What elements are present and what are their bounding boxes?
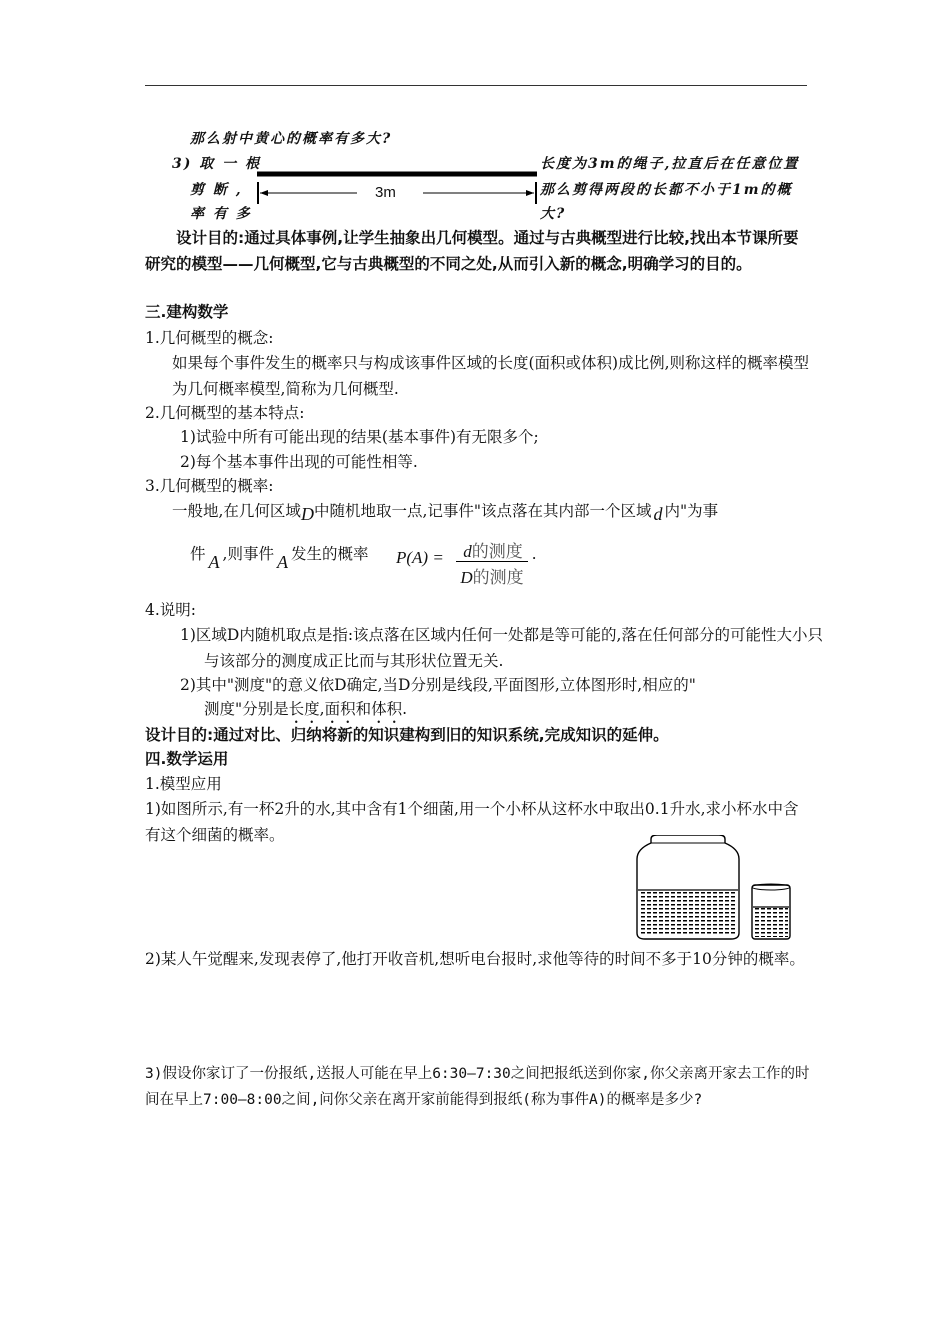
item3-line2-text-c: 发生的概率 [290, 545, 369, 563]
var-A: A [208, 552, 220, 572]
rope-diagram [255, 166, 540, 208]
problem-2: 2)某人午觉醒来,发现表停了,他打开收音机,想听电台报时,求他等待的时间不多于10分钟的概率。 [145, 950, 805, 968]
question-line: 那么射中黄心的概率有多大? [190, 131, 393, 147]
item2-title: 2.几何概型的基本特点: [145, 404, 305, 422]
large-jar-icon [637, 835, 739, 939]
design-purpose-1: 设计目的:通过具体事例,让学生抽象出几何模型。通过与古典概型进行比较,找出本节课所要研究的模型——几何概型,它与古典概型的不同之处,从而引入新的概念,明确学习的目的。 [145, 229, 799, 273]
item3-text-a: 一般地,在几何区域 [172, 502, 301, 520]
rope-left-2: 剪 断 , [190, 182, 243, 198]
item1-body: 如果每个事件发生的概率只与构成该事件区域的长度(面积或体积)成比例,则称这样的概率模型为几何概率模型,简称为几何概型. [172, 354, 810, 398]
cups-illustration [635, 835, 810, 945]
item3-line2-text-a: 件 [190, 545, 206, 563]
problem-1: 1)如图所示,有一杯2升的水,其中含有1个细菌,用一个小杯从这杯水中取出0.1升水,求小杯水中含有这个细菌的概率。 [145, 800, 799, 844]
item3-line2-text-b: ,则事件 [222, 545, 274, 563]
section4-title: 四.数学运用 [145, 750, 229, 768]
item4-a: 1)区域D内随机取点是指:该点落在区域内任何一处都是等可能的,落在任何部分的可能性大小只与该部分的测度成正比而与其形状位置无关. [180, 626, 823, 670]
item1-title: 1.几何概型的概念: [145, 329, 274, 347]
rope-left-3: 率 有 多 [190, 206, 252, 222]
item2-a: 1)试验中所有可能出现的结果(基本事件)有无限多个; [180, 428, 539, 446]
rope-label: 3m [375, 184, 396, 201]
fraction-bar [456, 561, 528, 562]
formula-den-var: D [460, 568, 473, 587]
rope-right-2: 那么剪得两段的长都不小于1m的概 [540, 182, 793, 198]
section4-sub1: 1.模型应用 [145, 775, 222, 793]
formula-den-text: 的测度 [472, 568, 524, 587]
item3-title: 3.几何概型的概率: [145, 477, 274, 495]
formula-denominator [456, 563, 528, 588]
arrow-right-icon [526, 190, 534, 196]
item4-b-end: . [402, 700, 408, 718]
rope-right-3: 大? [540, 206, 567, 222]
item3-text-c: 内"为事 [664, 502, 719, 520]
item2-b: 2)每个基本事件出现的可能性相等. [180, 453, 418, 471]
item4-b-text: 测度"分别是 [204, 700, 289, 718]
item4-b-line1: 2)其中"测度"的意义依D确定,当D分别是线段,平面图形,立体图形时,相应的" [180, 676, 696, 694]
small-cup-icon [752, 884, 790, 939]
arrow-left-icon [260, 190, 268, 196]
item4-b-and: 和 [355, 700, 372, 718]
item3-line2 [190, 540, 369, 572]
term-volume: 体积 [371, 700, 403, 718]
term-length: 长度 [288, 700, 320, 718]
section3-title: 三.建构数学 [145, 303, 229, 321]
rope-right-1: 长度为3m的绳子,拉直后在任意位置 [540, 156, 800, 172]
var-A-2: A [276, 552, 288, 572]
formula-lhs-text: P(A) = [396, 548, 444, 567]
var-d: d [653, 504, 663, 524]
formula-num-text: 的测度 [471, 542, 523, 561]
item3-line1 [172, 497, 718, 524]
item3-text-b: 中随机地取一点,记事件"该点落在其内部一个区域 [313, 502, 652, 520]
formula-end: . [532, 544, 537, 563]
formula-num-var: d [463, 542, 472, 561]
var-D: D [300, 504, 314, 524]
formula-lhs [396, 548, 444, 568]
item4-title: 4.说明: [145, 601, 197, 619]
rope-left-1: 3) 取 一 根 [172, 156, 261, 172]
term-area: 面积 [324, 700, 356, 718]
formula-numerator [458, 537, 528, 562]
item4-b-sep: , [319, 700, 325, 718]
design-purpose-2: 设计目的:通过对比、归纳将新的知识建构到旧的知识系统,完成知识的延伸。 [145, 726, 669, 744]
top-rule [145, 85, 807, 86]
problem-3: 3)假设你家订了一份报纸,送报人可能在早上6:30—7:30之间把报纸送到你家,你父亲离开家去工作的时间在早上7:00—8:00之间,问你父亲在离开家前能得到报纸(称为事件A)的概率是多少? [145, 1066, 810, 1108]
